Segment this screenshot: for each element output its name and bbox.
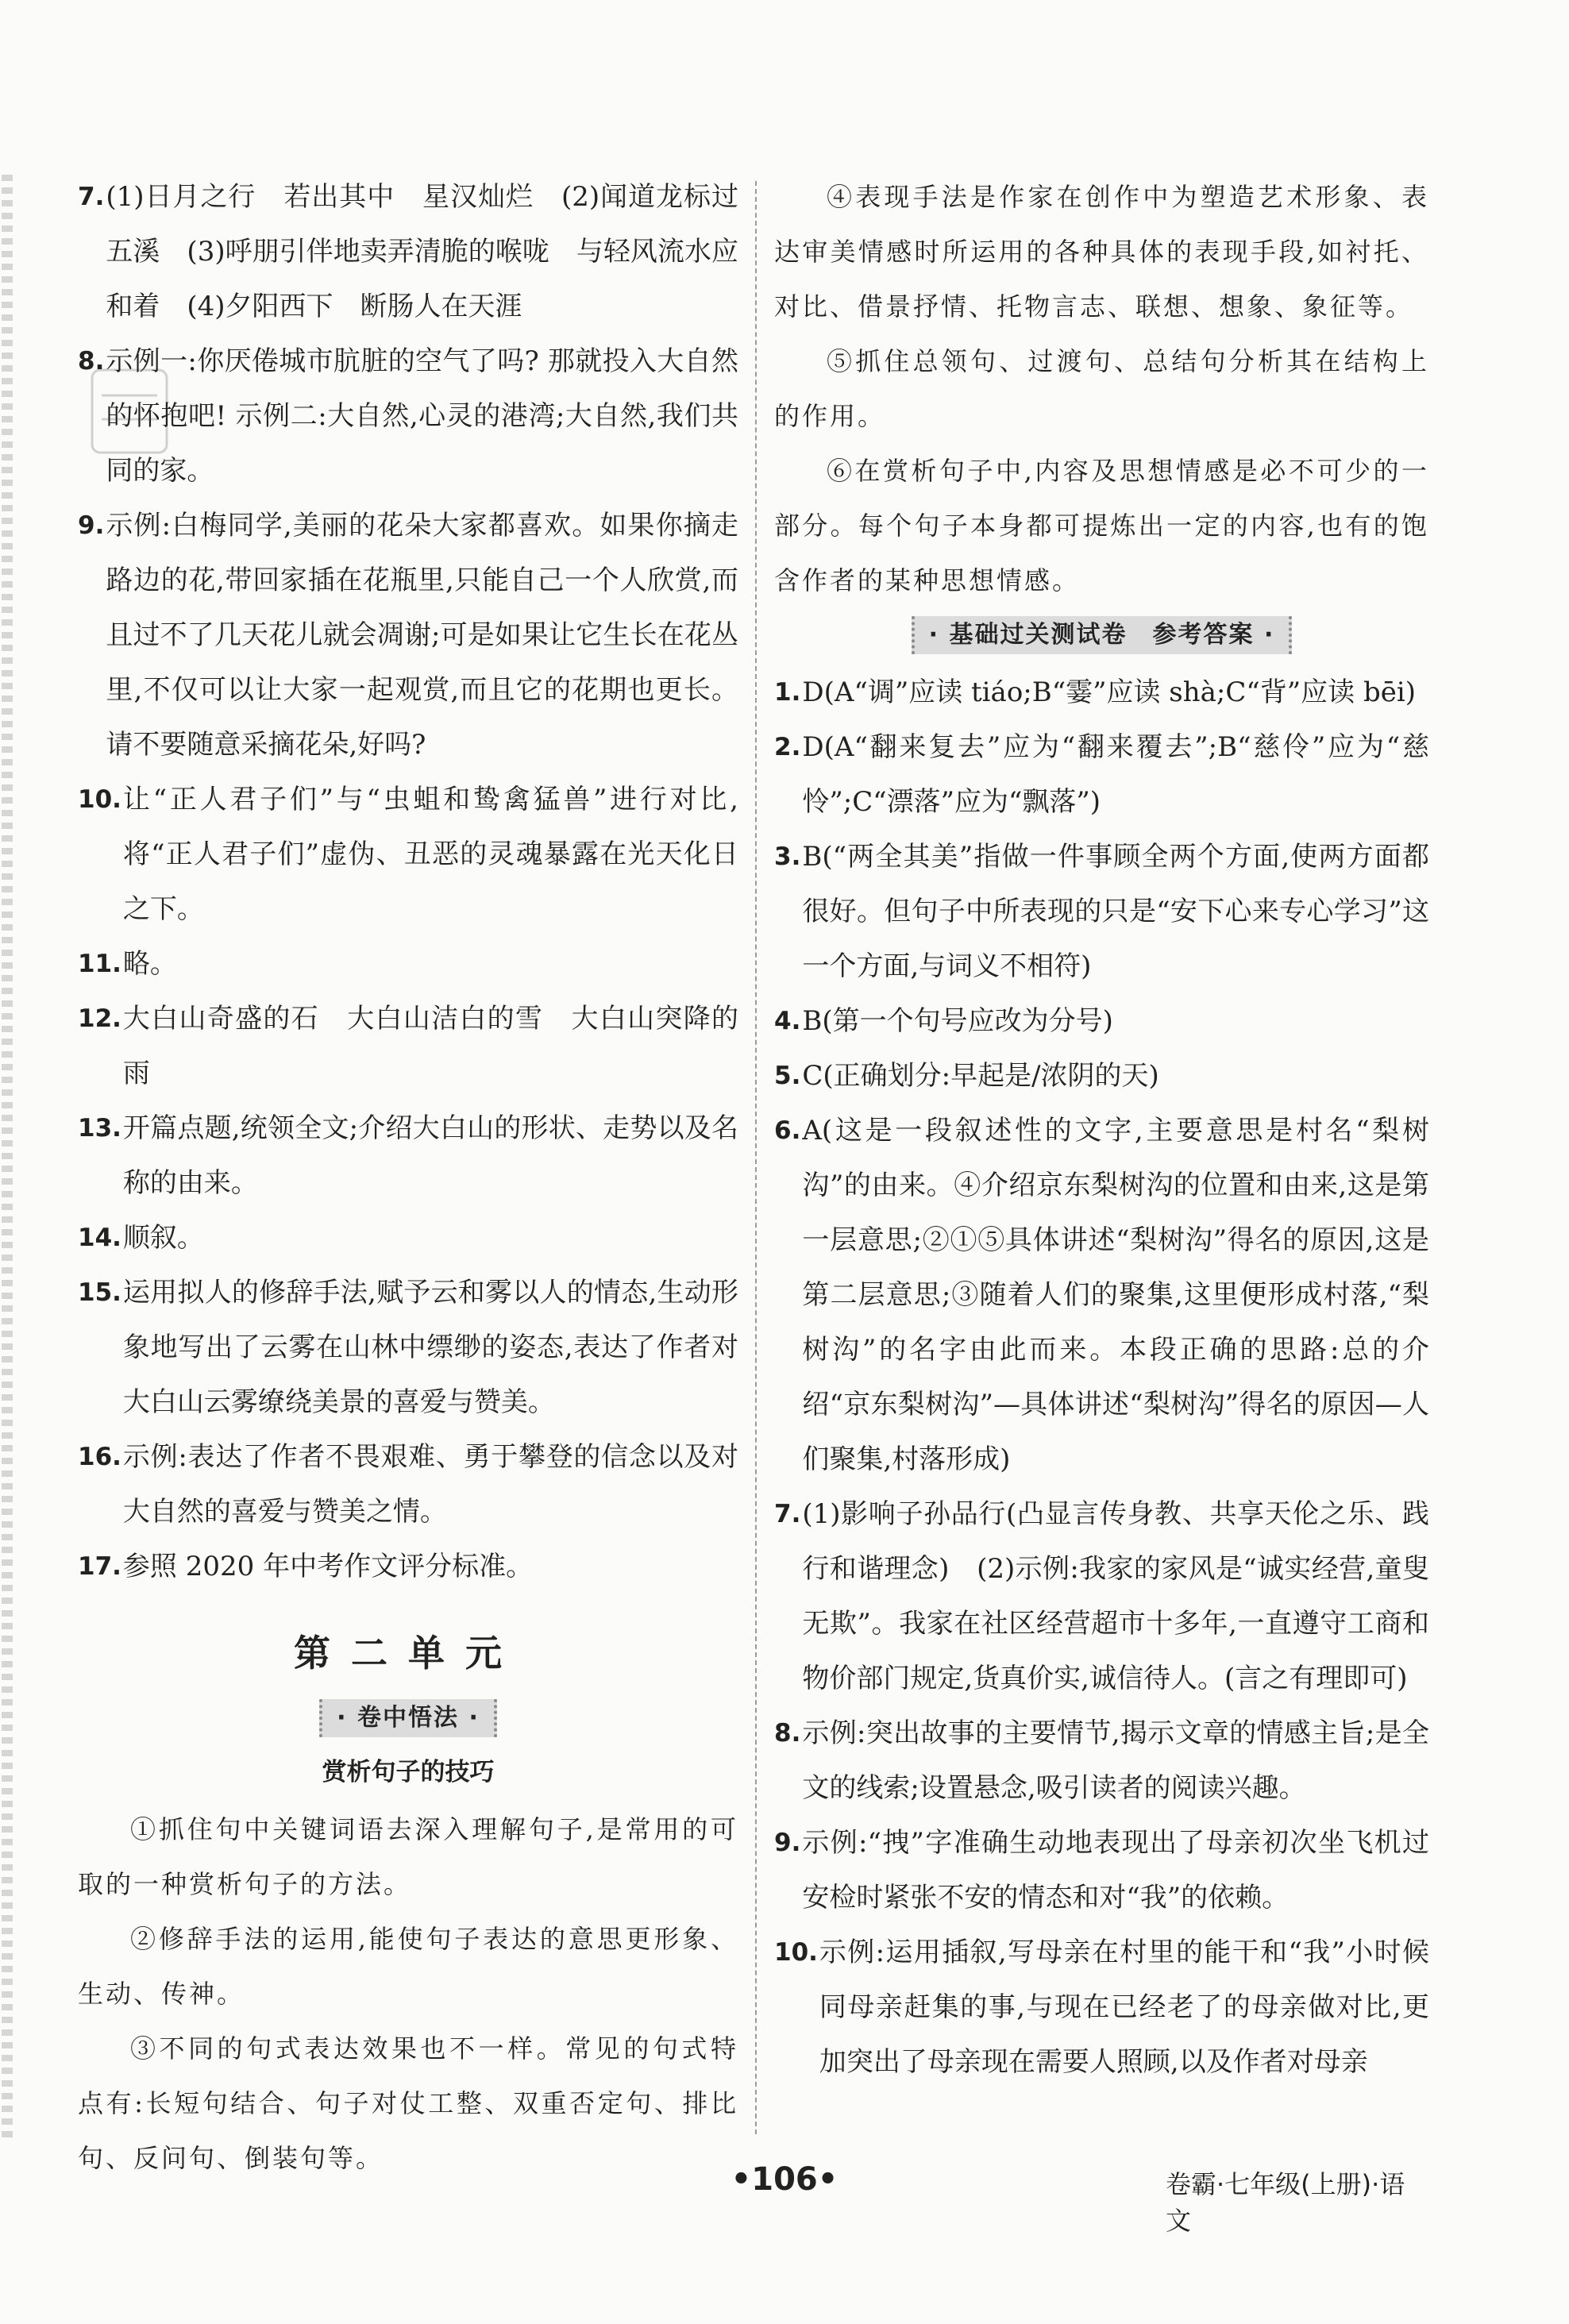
book-title: 卷霸·七年级(上册)·语文	[1166, 2169, 1405, 2236]
answer-item: 14. 顺叙。	[78, 1222, 204, 1254]
answer-item: 7. (1)日月之行 若出其中 星汉灿烂 (2)闻道龙标过五溪 (3)呼朋引伴地卖弄清脆的喉咙 与轻风流水应和着 (4)夕阳西下 断肠人在天涯	[78, 181, 738, 322]
answer-item: 6. A(这是一段叙述性的文字,主要意思是村名“梨树沟”的由来。④介绍京东梨树沟的位置和由来,这是第一层意思;②①⑤具体讲述“梨树沟”得名的原因,这是第二层意思;③随着人们的聚集,这里便形成村落,“梨树沟”的名字由此而来。本段正确的思路:总的介绍“京东梨树沟”—具体讲述“梨树沟”得名的原因—人们聚集,村落形成)	[774, 1115, 1429, 1475]
answer-item: 7. (1)影响子孙品行(凸显言传身教、共享天伦之乐、践行和谐理念) (2)示例:我家的家风是“诚实经营,童叟无欺”。我家在社区经营超市十多年,一直遵守工商和物价部门规定,货真价实,诚信待人。(言之有理即可)	[774, 1498, 1429, 1694]
answer-item: 1. D(A“调”应读 tiáo;B“霎”应读 shà;C“背”应读 bēi)	[774, 676, 1416, 708]
answer-item: 8. 示例一:你厌倦城市肮脏的空气了吗? 那就投入大自然的怀抱吧! 示例二:大自然,心灵的港湾;大自然,我们共同的家。	[78, 345, 738, 487]
right-column	[774, 170, 1429, 2090]
page-number: •106•	[731, 2161, 838, 2198]
answer-item: 8. 示例:突出故事的主要情节,揭示文章的情感主旨;是全文的线索;设置悬念,吸引读者的阅读兴趣。	[774, 1717, 1429, 1804]
column-divider	[755, 181, 757, 2134]
answer-item: 17. 参照 2020 年中考作文评分标准。	[78, 1551, 534, 1582]
tip-paragraph: ①抓住句中关键词语去深入理解句子,是常用的可取的一种赏析句子的方法。	[78, 1814, 738, 1899]
answer-item: 9. 示例:白梅同学,美丽的花朵大家都喜欢。如果你摘走路边的花,带回家插在花瓶里,只能自己一个人欣赏,而且过不了几天花儿就会凋谢;可是如果让它生长在花丛里,不仅可以让大家一起观赏,而且它的花期也更长。请不要随意采摘花朵,好吗?	[78, 510, 738, 761]
answer-item: 10. 示例:运用插叙,写母亲在村里的能干和“我”小时候同母亲赶集的事,与现在已经老了的母亲做对比,更加突出了母亲现在需要人照顾,以及作者对母亲	[774, 1937, 1429, 2078]
answer-item: 9. 示例:“拽”字准确生动地表现出了母亲初次坐飞机过安检时紧张不安的情态和对“我”的依赖。	[774, 1827, 1429, 1914]
tip-paragraph: ②修辞手法的运用,能使句子表达的意思更形象、生动、传神。	[78, 1924, 738, 2009]
left-column	[78, 170, 738, 2186]
tip-paragraph: ⑥在赏析句子中,内容及思想情感是必不可少的一部分。每个句子本身都可提炼出一定的内容,也有的饱含作者的某种思想情感。	[774, 456, 1429, 595]
tip-paragraph: ③不同的句式表达效果也不一样。常见的句式特点有:长短句结合、句子对仗工整、双重否定句、排比句、反问句、倒装句等。	[78, 2033, 738, 2173]
answer-item: 2. D(A“翻来复去”应为“翻来覆去”;B“慈伶”应为“慈怜”;C“漂落”应为“飘落”)	[774, 731, 1429, 818]
answer-item: 16. 示例:表达了作者不畏艰难、勇于攀登的信念以及对大自然的喜爱与赞美之情。	[78, 1441, 738, 1528]
answers-badge: · 基础过关测试卷 参考答案 ·	[912, 616, 1293, 654]
binding-edge	[2, 175, 13, 2144]
answer-item: 15. 运用拟人的修辞手法,赋予云和雾以人的情态,生动形象地写出了云雾在山林中缥缈的姿态,表达了作者对大白山云雾缭绕美景的喜爱与赞美。	[78, 1277, 738, 1418]
answer-item: 4. B(第一个句号应改为分号)	[774, 1005, 1113, 1037]
answer-item: 10. 让“正人君子们”与“虫蛆和鸷禽猛兽”进行对比,将“正人君子们”虚伪、丑恶的灵魂暴露在光天化日之下。	[78, 784, 738, 925]
section-badge: · 卷中悟法 ·	[319, 1699, 497, 1737]
unit-title: 第二单元	[294, 1632, 522, 1675]
answer-item: 13. 开篇点题,统领全文;介绍大白山的形状、走势以及名称的由来。	[78, 1112, 738, 1199]
answer-item: 12. 大白山奇盛的石 大白山洁白的雪 大白山突降的雨	[78, 1003, 738, 1089]
section-subhead: 赏析句子的技巧	[322, 1758, 495, 1786]
answer-item: 11. 略。	[78, 948, 177, 980]
tip-paragraph: ⑤抓住总领句、过渡句、总结句分析其在结构上的作用。	[774, 346, 1429, 431]
tip-paragraph: ④表现手法是作家在创作中为塑造艺术形象、表达审美情感时所运用的各种具体的表现手段,如衬托、对比、借景抒情、托物言志、联想、想象、象征等。	[774, 182, 1429, 322]
answer-item: 3. B(“两全其美”指做一件事顾全两个方面,使两方面都很好。但句子中所表现的只是“安下心来专心学习”这一个方面,与词义不相符)	[774, 841, 1429, 982]
answer-item: 5. C(正确划分:早起是/浓阴的天)	[774, 1060, 1159, 1092]
